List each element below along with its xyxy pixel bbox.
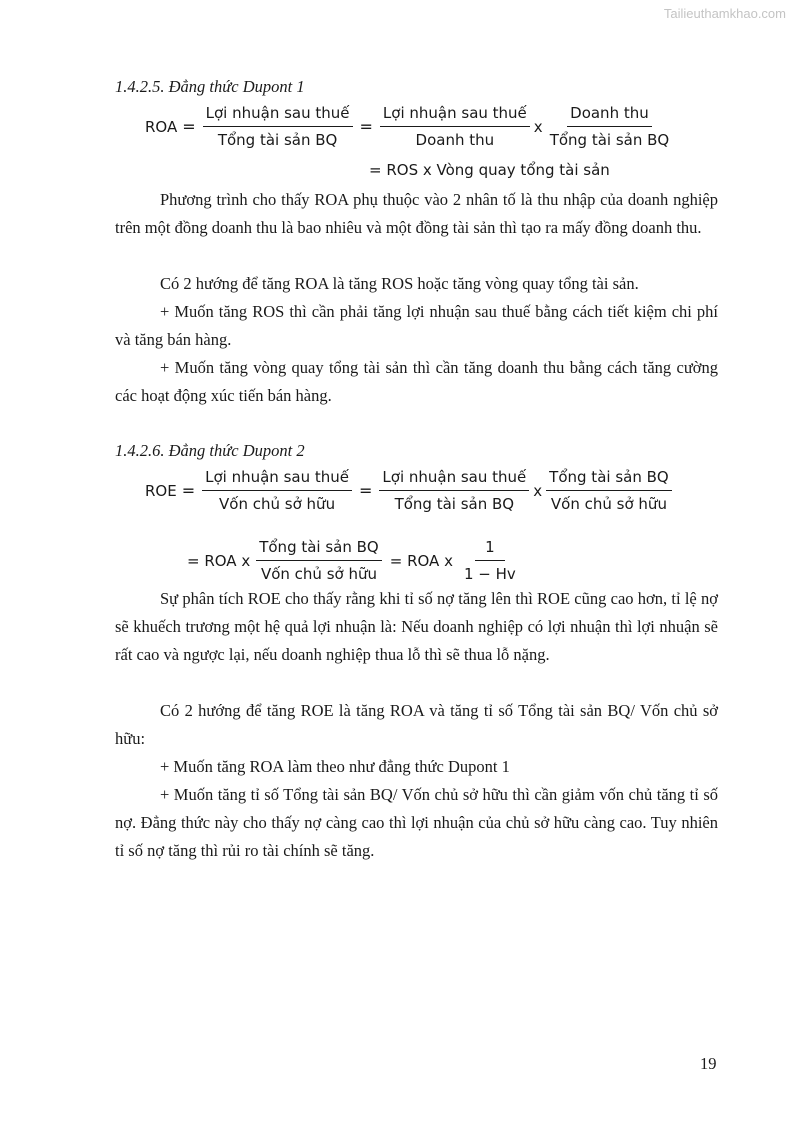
denominator: Vốn chủ sở hữu [550,495,667,513]
section-heading-dupont-1: 1.4.2.5. Đẳng thức Dupont 1 [115,77,305,96]
denominator: Vốn chủ sở hữu [219,495,336,513]
fraction [379,468,529,513]
numerator: Lợi nhuận sau thuế [203,104,353,127]
denominator: 1 − Hv [463,565,516,583]
numerator: Lợi nhuận sau thuế [379,468,529,491]
numerator: Tổng tài sản BQ [546,468,672,491]
fraction [256,538,382,583]
eq-prefix: = ROA x [187,551,251,570]
denominator: Tổng tài sản BQ [394,495,515,513]
fraction [547,104,673,149]
fraction [202,468,352,513]
equals-sign: = [359,481,373,500]
paragraph: Sự phân tích ROE cho thấy rằng khi tỉ số nợ tăng lên thì ROE cũng cao hơn, tỉ lệ nợ sẽ khuếch trương một hệ quả lợi nhuận là: Nếu doanh nghiệp có lợi nhuận thì lợi nhuận sẽ rất cao và ngược lại, nếu doanh nghiệp thua lỗ thì sẽ thua lỗ nặng. [115,589,718,664]
denominator: Tổng tài sản BQ [549,131,670,149]
denominator: Vốn chủ sở hữu [260,565,377,583]
numerator: 1 [475,538,505,561]
eq-lhs: ROA [145,117,178,136]
paragraph: Có 2 hướng để tăng ROA là tăng ROS hoặc tăng vòng quay tổng tài sản. [160,274,639,293]
equals-sign: = [182,117,196,136]
fraction [546,468,672,513]
numerator: Lợi nhuận sau thuế [202,468,352,491]
paragraph: + Muốn tăng tỉ số Tổng tài sản BQ/ Vốn chủ sở hữu thì cần giảm vốn chủ tăng tỉ số nợ. Đẳng thức này cho thấy nợ càng cao thì lợi nhuận của chủ sở hữu càng cao. Tuy nhiên tỉ số nợ tăng thì rủi ro tài chính sẽ tăng. [115,785,718,860]
numerator: Lợi nhuận sau thuế [380,104,530,127]
numerator: Doanh thu [567,104,652,127]
times-sign: x [533,117,543,136]
eq-line: = ROS x Vòng quay tổng tài sản [369,161,610,179]
fraction [203,104,353,149]
page-number: 19 [700,1054,717,1073]
paragraph: Có 2 hướng để tăng ROE là tăng ROA và tăng tỉ số Tổng tài sản BQ/ Vốn chủ sở hữu: [115,701,718,748]
paragraph: Phương trình cho thấy ROA phụ thuộc vào 2 nhân tố là thu nhập của doanh nghiệp trên một đồng doanh thu là bao nhiêu và một đồng tài sản thì tạo ra mấy đồng doanh thu. [115,190,718,237]
equation-roa [145,104,674,149]
equals-sign: = [359,117,373,136]
fraction [380,104,530,149]
eq-lhs: ROE [145,481,177,500]
equation-roe [145,468,674,513]
denominator: Doanh thu [415,131,495,149]
equals-sign: = [181,481,196,500]
eq-mid: = ROA x [389,551,453,570]
paragraph: + Muốn tăng vòng quay tổng tài sản thì cần tăng doanh thu bằng cách tăng cường các hoạt động xúc tiến bán hàng. [115,358,718,405]
equation-ros [369,161,610,179]
numerator: Tổng tài sản BQ [256,538,382,561]
paragraph: + Muốn tăng ROA làm theo như đẳng thức Dupont 1 [160,757,510,776]
watermark: Tailieuthamkhao.com [663,6,786,21]
paragraph: + Muốn tăng ROS thì cần phải tăng lợi nhuận sau thuế bằng cách tiết kiệm chi phí và tăng bán hàng. [115,302,718,349]
denominator: Tổng tài sản BQ [217,131,338,149]
times-sign: x [533,481,543,500]
fraction [461,538,519,583]
equation-roe-expanded [187,538,521,583]
section-heading-dupont-2: 1.4.2.6. Đẳng thức Dupont 2 [115,441,305,460]
